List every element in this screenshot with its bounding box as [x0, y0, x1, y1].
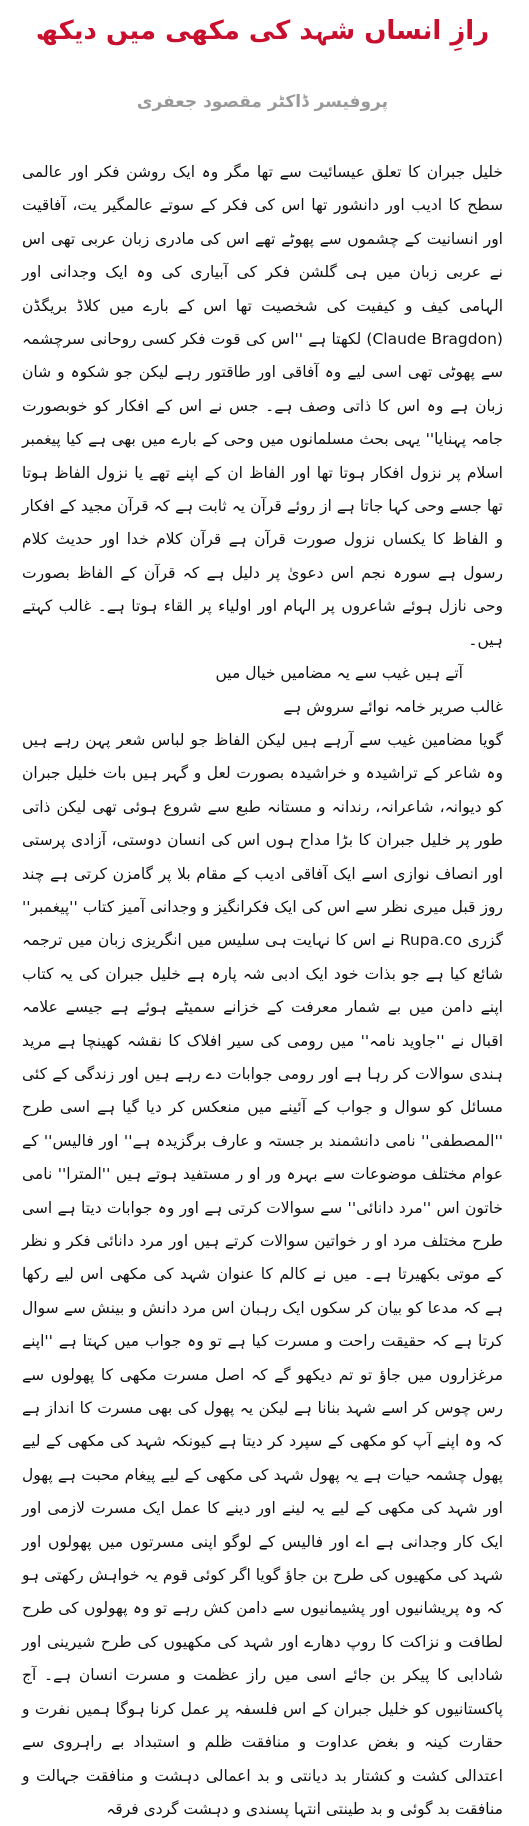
article-body	[22, 156, 503, 1826]
article-title: رازِ انساں شہد کی مکھی میں دیکھ	[35, 16, 490, 46]
article-paragraph: گویا مضامین غیب سے آرہے ہیں لیکن الفاظ جو لباس شعر پہن رہے ہیں وہ شاعر کے تراشیدہ و خراشیدہ بصورت لعل و گہر ہیں بات خلیل جبران کو دیوانہ، شاعرانہ، رندانہ و مستانہ طبع سے شروع ہوئی تھی لیکن ذاتی طور پر خلیل جبران کا بڑا مداح ہوں اس کی انسان دوستی، آزادی پرستی اور انصاف نوازی اسے ایک آفاقی ادیب کے مقام بلا پر گامزن کرتی ہے چند روز قبل میری نظر سے اس کی ایک فکرانگیز و وجدانی آمیز کتاب ''پیغمبر'' گزری Rupa.co نے اس کا نہایت ہی سلیس میں انگریزی زبان میں ترجمہ شائع کیا ہے جو بذات خود ایک ادبی شہ پارہ ہے خلیل جبران کی یہ کتاب اپنے دامن میں بے شمار معرفت کے خزانے سمیٹے ہوئے ہے جیسے علامہ اقبال نے ''جاوید نامہ'' میں رومی کی سیر افلاک کا نقشہ کھینچا ہے مرید ہندی سوالات کر رہا ہے اور رومی جوابات دے رہے ہیں اور زندگی کے کئی مسائل کو سوال و جواب کے آئینے میں منعکس کر دیا گیا ہے اسی طرح ''المصطفی'' نامی دانشمند بر جستہ و عارف برگزیدہ ہے'' اور فالیس'' کے عوام مختلف موضوعات سے بہرہ ور او ر مستفید ہوتے ہیں ''المترا'' نامی خاتون اس ''مرد دانائی'' سے سوالات کرتی ہے اور وہ جوابات دیتا ہے اسی طرح مختلف مرد او ر خواتین سوالات کرتے ہیں اور مرد دانائی فکر و نظر کے موتی بکھیرتا ہے۔ میں نے کالم کا عنوان شہد کی مکھی اس لیے رکھا ہے کہ مدعا کو بیان کر سکوں ایک رہبان اس مرد دانش و بینش سے سوال کرتا ہے کہ حقیقت راحت و مسرت کیا ہے تو وہ جواب میں کہتا ہے ''اپنے مرغزاروں میں جاؤ تو تم دیکھو گے کہ اصل مسرت مکھی کا پھولوں سے رس چوس کر اسے شہد بنانا ہے لیکن یہ پھول کی بھی مسرت کا انداز ہے کہ وہ اپنے آپ کو مکھی کے سپرد کر دیتا ہے کیونکہ شہد کی مکھی کے لیے پھول چشمہ حیات ہے یہ پھول شہد کی مکھی کے لیے پیغام محبت ہے پھول اور شہد کی مکھی کے لیے یہ لینے اور دینے کا عمل ایک مسرت لازمی اور ایک کار وجدانی ہے اے اور فالیس کے لوگو اپنی مسرتوں میں پھولوں اور شہد کی مکھیوں کی طرح بن جاؤ گویا اگر کوئی قوم یہ خواہش رکھتی ہو کہ وہ پریشانیوں اور پشیمانیوں سے دامن کش رہے تو وہ پھولوں کی طرح لطافت و نزاکت کا روپ دھارے اور شہد کی مکھیوں کی طرح شیرینی اور شادابی کا پیکر بن جائے اسی میں راز عظمت و مسرت انسان ہے۔ آج پاکستانیوں کو خلیل جبران کے اس فلسفہ پر عمل کرنا ہوگا ہمیں نفرت و حقارت کینہ و بغض عداوت و منافقت ظلم و استبداد بے راہروی سے اعتدالی کشت و کشتار بد دیانتی و بد اعمالی دہشت و منافقت جہالت و منافقت بد گوئی و بد طینتی انتہا پسندی و دہشت گردی فرقہ	[22, 730, 503, 1818]
poetry-verse-line: غالب صریر خامہ نوائے سروش ہے	[283, 697, 503, 716]
article-paragraph: خلیل جبران کا تعلق عیسائیت سے تھا مگر وہ ایک روشن فکر اور عالمی سطح کا ادیب اور دانشور تھا اس کی فکر کے سوتے عالمگیر یت، آفاقیت اور انسانیت کے چشموں سے پھوٹے تھے اس کی مادری زبان عربی تھی اس نے عربی زبان میں ہی گلشن فکر کی آبیاری کی وہ ایک وجدانی اور الہامی کیف و کیفیت کی شخصیت تھا اس کے بارے میں کلاڈ بریگڈن (Claude Bragdon) لکھتا ہے ''اس کی قوت فکر کسی روحانی سرچشمہ سے پھوٹی تھی اسی لیے وہ آفاقی اور طاقتور رہے لیکن جو شکوہ و شان زبان ہے وہ اس کا ذاتی وصف ہے۔ جس نے اس کے افکار کو خوبصورت جامہ پہنایا'' یہی بحث مسلمانوں میں وحی کے بارے میں بھی ہے کیا پیغمبر اسلام پر نزول افکار ہوتا تھا اور الفاظ ان کے اپنے تھے یا نزول الفاظ ہوتا تھا جسے وحی کہا جاتا ہے از روئے قرآن یہ ثابت ہے کہ قرآن مجید کے افکار و الفاظ کا یکساں نزول صورت قرآن ہے قرآن کلام خدا اور حدیث کلام رسول ہے سورہ نجم اس دعویٰ پر دلیل ہے کہ قرآن کے الفاظ بصورت وحی نازل ہوئے شاعروں پر الہام اور اولیاء پر القاء ہوتا ہے۔ غالب کہتے ہیں۔	[22, 163, 503, 649]
poetry-verse-line: آتے ہیں غیب سے یہ مضامیں خیال میں	[215, 664, 463, 683]
author-byline: پروفیسر ڈاکٹر مقصود جعفری	[136, 92, 389, 112]
